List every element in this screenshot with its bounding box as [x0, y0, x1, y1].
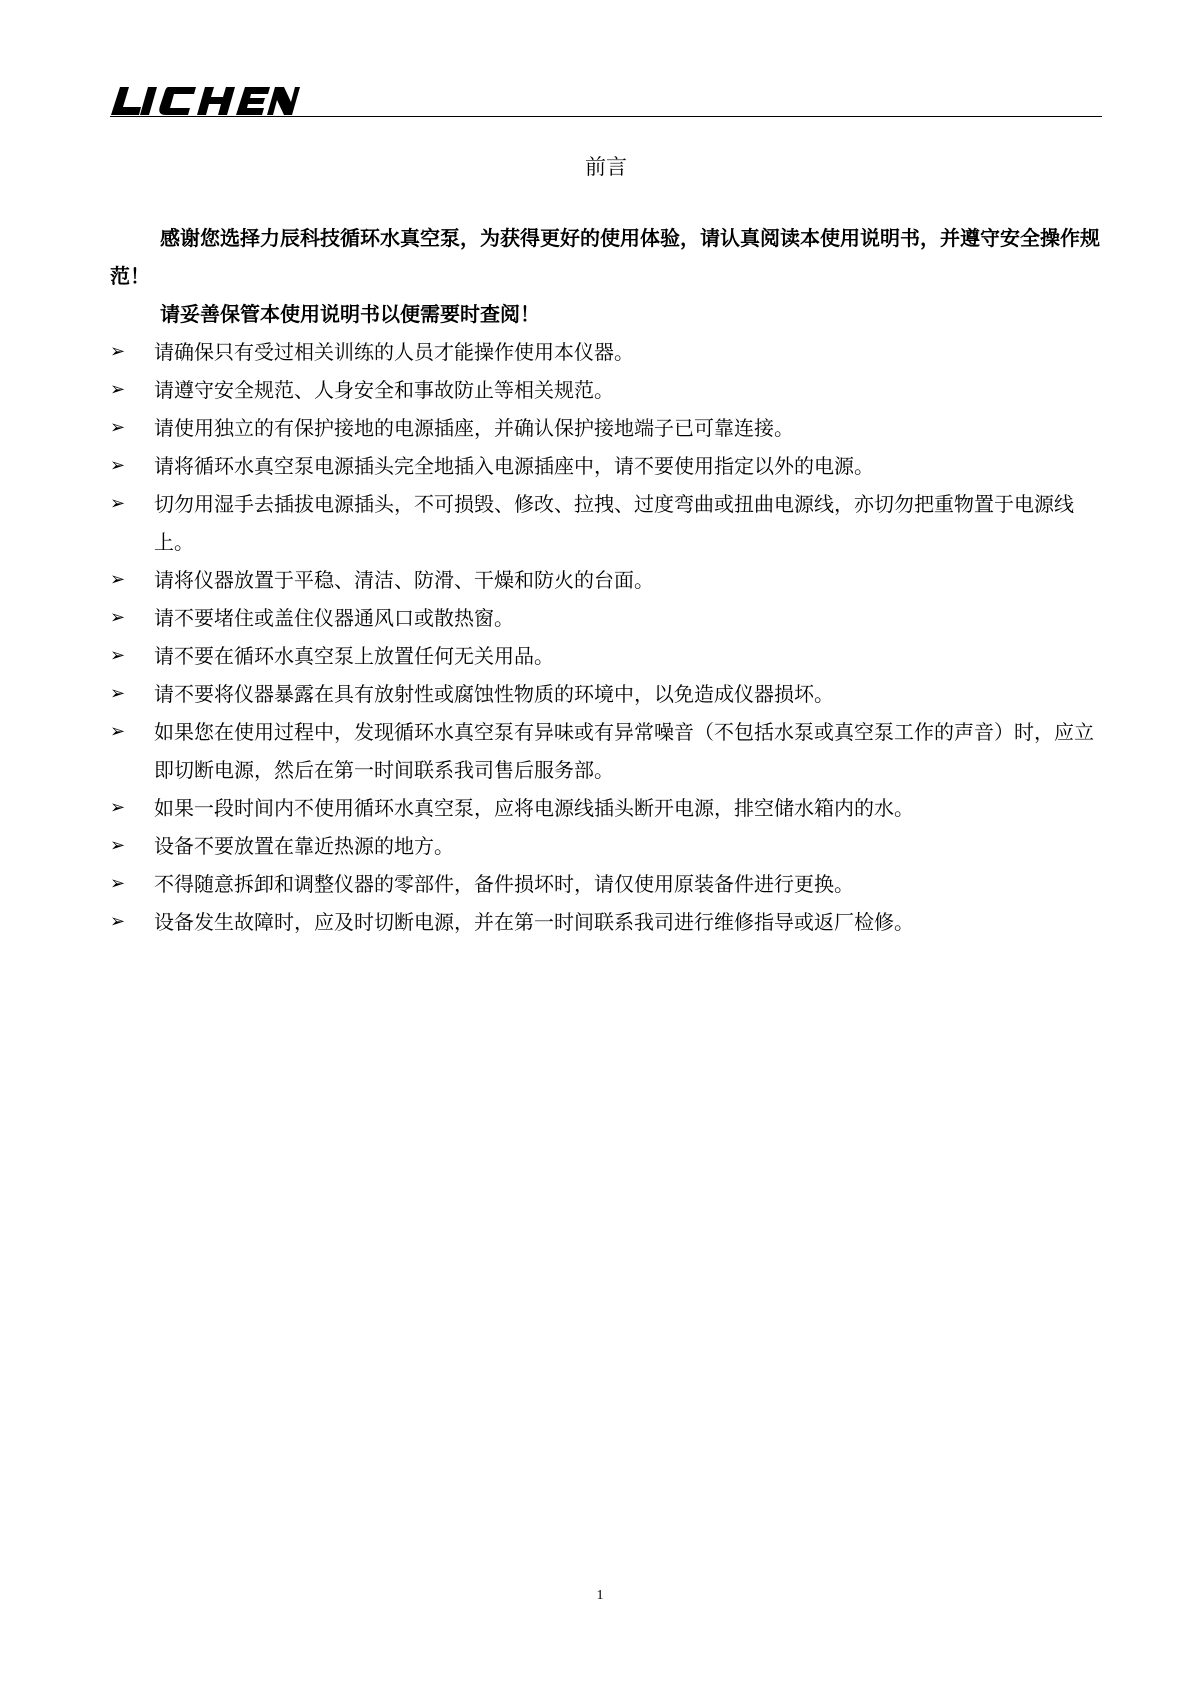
list-item — [110, 447, 1102, 485]
notice-text: 请遵守安全规范、人身安全和事故防止等相关规范。 — [154, 378, 614, 402]
page-header — [110, 84, 1102, 120]
lichen-logo — [110, 86, 300, 116]
page-title: 前言 — [585, 155, 627, 179]
intro-paragraph: 请妥善保管本使用说明书以便需要时查阅！ — [160, 302, 540, 326]
notice-text: 请不要在循环水真空泵上放置任何无关用品。 — [154, 644, 554, 668]
arrow-bullet-icon: ➢ — [110, 683, 126, 704]
safety-notice-list — [110, 333, 1102, 941]
preface-section — [110, 148, 1102, 941]
list-item — [110, 827, 1102, 865]
notice-text: 请使用独立的有保护接地的电源插座，并确认保护接地端子已可靠连接。 — [154, 416, 794, 440]
header-divider — [110, 116, 1102, 117]
arrow-bullet-icon: ➢ — [110, 645, 126, 666]
list-item — [110, 485, 1102, 561]
list-item — [110, 675, 1102, 713]
notice-text: 设备不要放置在靠近热源的地方。 — [154, 834, 454, 858]
arrow-bullet-icon: ➢ — [110, 341, 126, 362]
list-item — [110, 599, 1102, 637]
notice-text: 切勿用湿手去插拔电源插头，不可损毁、修改、拉拽、过度弯曲或扭曲电源线，亦切勿把重物置于电源线上。 — [154, 492, 1074, 554]
arrow-bullet-icon: ➢ — [110, 721, 126, 742]
arrow-bullet-icon: ➢ — [110, 569, 126, 590]
list-item — [110, 409, 1102, 447]
list-item — [110, 371, 1102, 409]
list-item — [110, 713, 1102, 789]
notice-text: 不得随意拆卸和调整仪器的零部件，备件损坏时，请仅使用原装备件进行更换。 — [154, 872, 854, 896]
notice-text: 请将循环水真空泵电源插头完全地插入电源插座中，请不要使用指定以外的电源。 — [154, 454, 874, 478]
page-number: 1 — [596, 1588, 604, 1603]
intro-paragraph: 感谢您选择力辰科技循环水真空泵，为获得更好的使用体验，请认真阅读本使用说明书，并遵守安全操作规范！ — [110, 226, 1100, 288]
list-item — [110, 789, 1102, 827]
notice-text: 设备发生故障时，应及时切断电源，并在第一时间联系我司进行维修指导或返厂检修。 — [154, 910, 914, 934]
notice-text: 请确保只有受过相关训练的人员才能操作使用本仪器。 — [154, 340, 634, 364]
arrow-bullet-icon: ➢ — [110, 607, 126, 628]
notice-text: 请不要堵住或盖住仪器通风口或散热窗。 — [154, 606, 514, 630]
arrow-bullet-icon: ➢ — [110, 493, 126, 514]
arrow-bullet-icon: ➢ — [110, 873, 126, 894]
arrow-bullet-icon: ➢ — [110, 911, 126, 932]
notice-text: 请将仪器放置于平稳、清洁、防滑、干燥和防火的台面。 — [154, 568, 654, 592]
notice-text: 如果一段时间内不使用循环水真空泵，应将电源线插头断开电源，排空储水箱内的水。 — [154, 796, 914, 820]
arrow-bullet-icon: ➢ — [110, 379, 126, 400]
list-item — [110, 333, 1102, 371]
arrow-bullet-icon: ➢ — [110, 835, 126, 856]
list-item — [110, 865, 1102, 903]
arrow-bullet-icon: ➢ — [110, 455, 126, 476]
arrow-bullet-icon: ➢ — [110, 797, 126, 818]
notice-text: 请不要将仪器暴露在具有放射性或腐蚀性物质的环境中，以免造成仪器损坏。 — [154, 682, 834, 706]
list-item — [110, 561, 1102, 599]
list-item — [110, 637, 1102, 675]
list-item — [110, 903, 1102, 941]
notice-text: 如果您在使用过程中，发现循环水真空泵有异味或有异常噪音（不包括水泵或真空泵工作的声音）时，应立即切断电源，然后在第一时间联系我司售后服务部。 — [154, 720, 1094, 782]
arrow-bullet-icon: ➢ — [110, 417, 126, 438]
